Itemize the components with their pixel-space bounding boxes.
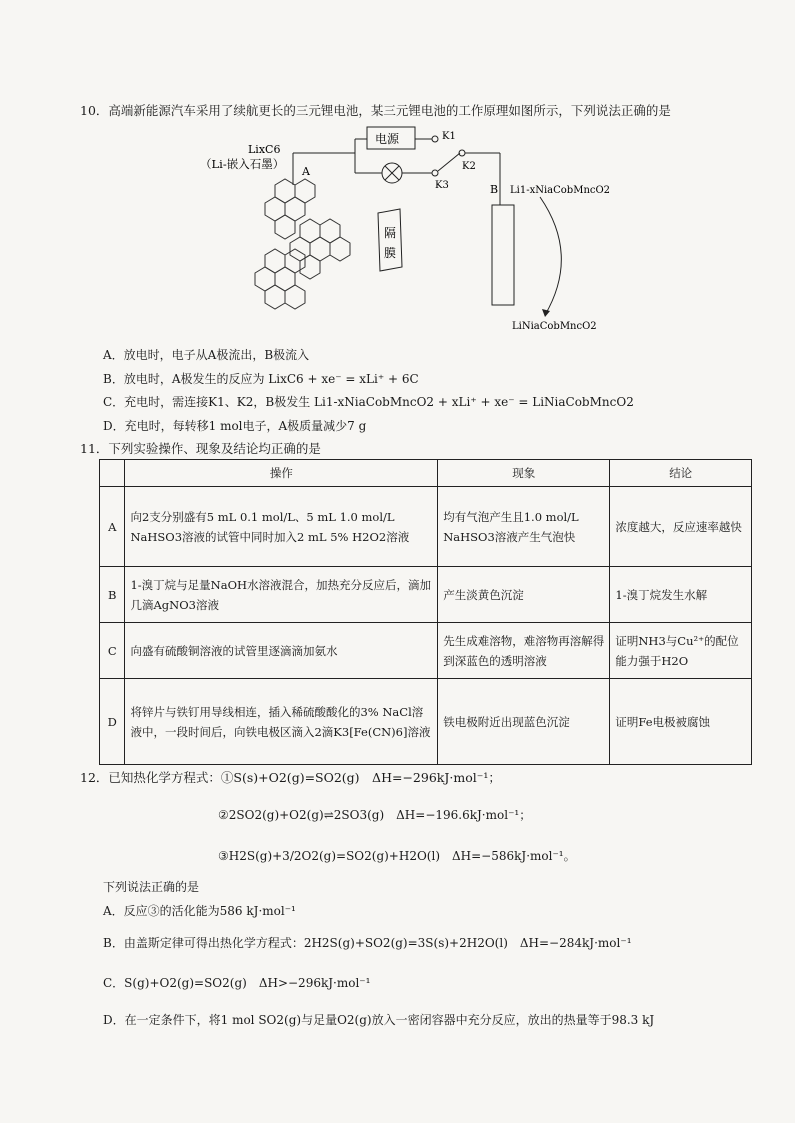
row-operation: 向盛有硫酸铜溶液的试管里逐滴滴加氨水 <box>125 623 438 679</box>
row-label: A <box>100 487 125 567</box>
q12-equation-3: ③H2S(g)+3/2O2(g)=SO2(g)+H2O(l) ΔH=−586kJ·mol⁻¹。 <box>218 849 576 863</box>
row-phenomenon: 均有气泡产生且1.0 mol/L NaHSO3溶液产生气泡快 <box>438 487 610 567</box>
table-header-operation: 操作 <box>125 460 438 487</box>
anode-formula-label: LixC6 <box>248 143 281 156</box>
row-label: B <box>100 567 125 623</box>
electrode-a-label: A <box>302 165 310 178</box>
q10-option-c: C．充电时，需连接K1、K2，B极发生 Li1-xNiaCobMncO2 + xLi⁺ + xe⁻ = LiNiaCobMncO2 <box>103 395 634 409</box>
table-row <box>100 487 752 567</box>
q12-option-b: B．由盖斯定律可得出热化学方程式：2H2S(g)+SO2(g)=3S(s)+2H2O(l) ΔH=−284kJ·mol⁻¹ <box>103 936 632 950</box>
cathode-formula-label: Li1-xNiaCobMncO2 <box>510 185 611 196</box>
table-row <box>100 567 752 623</box>
switch-k1-label: K1 <box>442 131 456 142</box>
table-header-phenomenon: 现象 <box>438 460 610 487</box>
table-header-blank <box>100 460 125 487</box>
graphite-lattice-icon <box>255 179 350 309</box>
row-operation: 向2支分别盛有5 mL 0.1 mol/L、5 mL 1.0 mol/L NaHSO3溶液的试管中同时加入2 mL 5% H2O2溶液 <box>125 487 438 567</box>
q12-option-c: C．S(g)+O2(g)=SO2(g) ΔH>−296kJ·mol⁻¹ <box>103 976 371 990</box>
table-row <box>100 679 752 765</box>
row-label: D <box>100 679 125 765</box>
row-conclusion: 证明Fe电极被腐蚀 <box>610 679 752 765</box>
separator-membrane <box>378 209 402 271</box>
row-label: C <box>100 623 125 679</box>
cathode-electrode <box>492 205 514 305</box>
row-operation: 1-溴丁烷与足量NaOH水溶液混合，加热充分反应后，滴加几滴AgNO3溶液 <box>125 567 438 623</box>
q10-option-b: B．放电时，A极发生的反应为 LixC6 + xe⁻ = xLi⁺ + 6C <box>103 372 419 386</box>
row-conclusion: 浓度越大，反应速率越快 <box>610 487 752 567</box>
q12-equation-2: ②2SO2(g)+O2(g)⇌2SO3(g) ΔH=−196.6kJ·mol⁻¹； <box>218 808 532 822</box>
q12-option-a: A．反应③的活化能为586 kJ·mol⁻¹ <box>103 904 296 918</box>
q12-option-d: D．在一定条件下，将1 mol SO2(g)与足量O2(g)放入一密闭容器中充分反应，放出的热量等于98.3 kJ <box>103 1013 655 1027</box>
q11-stem: 11．下列实验操作、现象及结论均正确的是 <box>80 441 321 456</box>
q10-stem: 10．高端新能源汽车采用了续航更长的三元锂电池，某三元锂电池的工作原理如图所示，下列说法正确的是 <box>80 103 671 118</box>
row-operation: 将锌片与铁钉用导线相连，插入稀硫酸酸化的3% NaCl溶液中，一段时间后，向铁电极区滴入2滴K3[Fe(CN)6]溶液 <box>125 679 438 765</box>
anode-desc-label: （Li-嵌入石墨） <box>200 157 285 171</box>
row-phenomenon: 铁电极附近出现蓝色沉淀 <box>438 679 610 765</box>
table-header-conclusion: 结论 <box>610 460 752 487</box>
table-header-row <box>100 460 752 487</box>
switch-k3-label: K3 <box>435 180 449 191</box>
separator-label-2: 膜 <box>384 246 397 260</box>
battery-diagram <box>170 125 640 335</box>
switch-k2-label: K2 <box>462 161 476 172</box>
separator-label: 隔 <box>384 226 397 240</box>
row-conclusion: 证明NH3与Cu²⁺的配位能力强于H2O <box>610 623 752 679</box>
row-phenomenon: 产生淡黄色沉淀 <box>438 567 610 623</box>
row-conclusion: 1-溴丁烷发生水解 <box>610 567 752 623</box>
q12-prompt: 下列说法正确的是 <box>103 880 200 894</box>
power-source-label: 电源 <box>375 132 400 146</box>
q10-option-d: D．充电时，每转移1 mol电子，A极质量减少7 g <box>103 419 367 433</box>
q10-option-a: A．放电时，电子从A极流出，B极流入 <box>103 348 310 362</box>
product-formula-label: LiNiaCobMncO2 <box>512 321 597 332</box>
q12-stem: 12．已知热化学方程式：①S(s)+O2(g)=SO2(g) ΔH=−296kJ·mol⁻¹； <box>80 770 501 785</box>
table-row <box>100 623 752 679</box>
electrode-b-label: B <box>490 183 499 196</box>
experiment-table <box>99 459 752 765</box>
row-phenomenon: 先生成难溶物，难溶物再溶解得到深蓝色的透明溶液 <box>438 623 610 679</box>
